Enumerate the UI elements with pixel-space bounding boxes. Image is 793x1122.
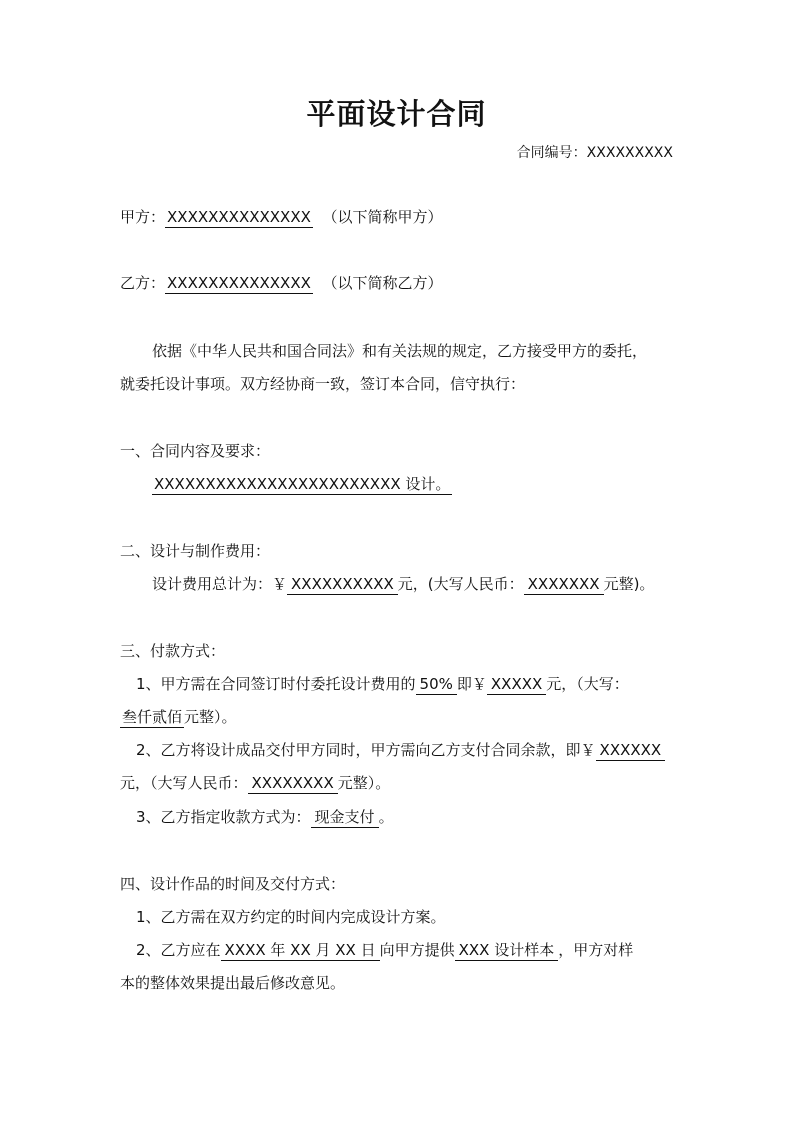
party-b-label: 乙方：	[120, 274, 166, 292]
party-a-suffix: （以下简称甲方）	[322, 208, 443, 226]
payment-item-2-cont	[120, 773, 390, 794]
party-b-suffix: （以下简称乙方）	[322, 274, 443, 292]
payment-1-amount: XXXXX	[487, 675, 546, 695]
payment-item-3	[136, 807, 394, 828]
payment-1-prefix: 1、甲方需在合同签订时付委托设计费用的	[136, 675, 416, 693]
fee-amount-words: XXXXXXX	[524, 575, 604, 595]
delivery-2-suffix: ，甲方对样	[558, 941, 634, 959]
contract-number-label: 合同编号：	[516, 145, 587, 161]
preamble-line-2: 就委托设计事项。双方经协商一致，签订本合同，信守执行：	[120, 375, 526, 393]
section-2-fee-line	[152, 574, 654, 595]
fee-amount: XXXXXXXXXX	[287, 575, 398, 595]
fee-suffix: 元整)。	[603, 575, 655, 593]
contract-number-value: XXXXXXXXX	[586, 145, 673, 161]
party-b-line	[120, 273, 442, 294]
payment-2-mid: 元，（大写人民币：	[120, 774, 248, 792]
delivery-item-1: 1、乙方需在双方约定的时间内完成设计方案。	[136, 908, 446, 926]
delivery-date: XXXX 年 XX 月 XX 日	[221, 941, 380, 961]
payment-1-percent: 50%	[416, 675, 457, 695]
fee-prefix: 设计费用总计为：￥	[152, 575, 288, 593]
payment-2-amount-words: XXXXXXXX	[248, 774, 338, 794]
payment-method: 现金支付	[311, 808, 379, 828]
payment-3-prefix: 3、乙方指定收款方式为：	[136, 808, 311, 826]
payment-item-1	[136, 674, 629, 695]
payment-2-prefix: 2、乙方将设计成品交付甲方同时，甲方需向乙方支付合同余款，即￥	[136, 741, 596, 759]
payment-1-amount-words: 叁仟贰佰	[122, 708, 183, 726]
contract-number	[517, 142, 673, 162]
payment-1-mid2: 元，（大写：	[546, 675, 629, 693]
delivery-sample: XXX 设计样本	[455, 941, 559, 961]
payment-item-2	[136, 740, 665, 761]
party-b-name: XXXXXXXXXXXXXX	[167, 274, 311, 292]
payment-item-1-cont	[120, 707, 237, 728]
party-a-line	[120, 207, 442, 228]
delivery-2-mid: 向甲方提供	[379, 941, 455, 959]
section-1-content: XXXXXXXXXXXXXXXXXXXXXXXX 设计。	[154, 475, 451, 493]
section-1-item	[152, 474, 452, 495]
section-4-heading: 四、设计作品的时间及交付方式：	[120, 875, 346, 893]
delivery-2-prefix: 2、乙方应在	[136, 941, 221, 959]
delivery-item-2-cont: 本的整体效果提出最后修改意见。	[120, 974, 346, 992]
delivery-item-2	[136, 940, 633, 961]
payment-2-suffix: 元整）。	[337, 774, 391, 792]
party-a-label: 甲方：	[120, 208, 166, 226]
page-title: 平面设计合同	[306, 97, 487, 131]
payment-1-suffix: 元整）。	[184, 708, 237, 726]
preamble-line-1: 依据《中华人民共和国合同法》和有关法规的规定，乙方接受甲方的委托，	[152, 342, 648, 360]
section-3-heading: 三、付款方式：	[120, 642, 226, 660]
payment-1-mid1: 即￥	[456, 675, 487, 693]
section-1-heading: 一、合同内容及要求：	[120, 442, 271, 460]
payment-2-amount: XXXXXX	[596, 741, 666, 761]
party-a-name: XXXXXXXXXXXXXX	[167, 208, 311, 226]
section-2-heading: 二、设计与制作费用：	[120, 542, 271, 560]
fee-mid: 元，(大写人民币：	[397, 575, 524, 593]
payment-3-suffix: 。	[378, 808, 394, 826]
